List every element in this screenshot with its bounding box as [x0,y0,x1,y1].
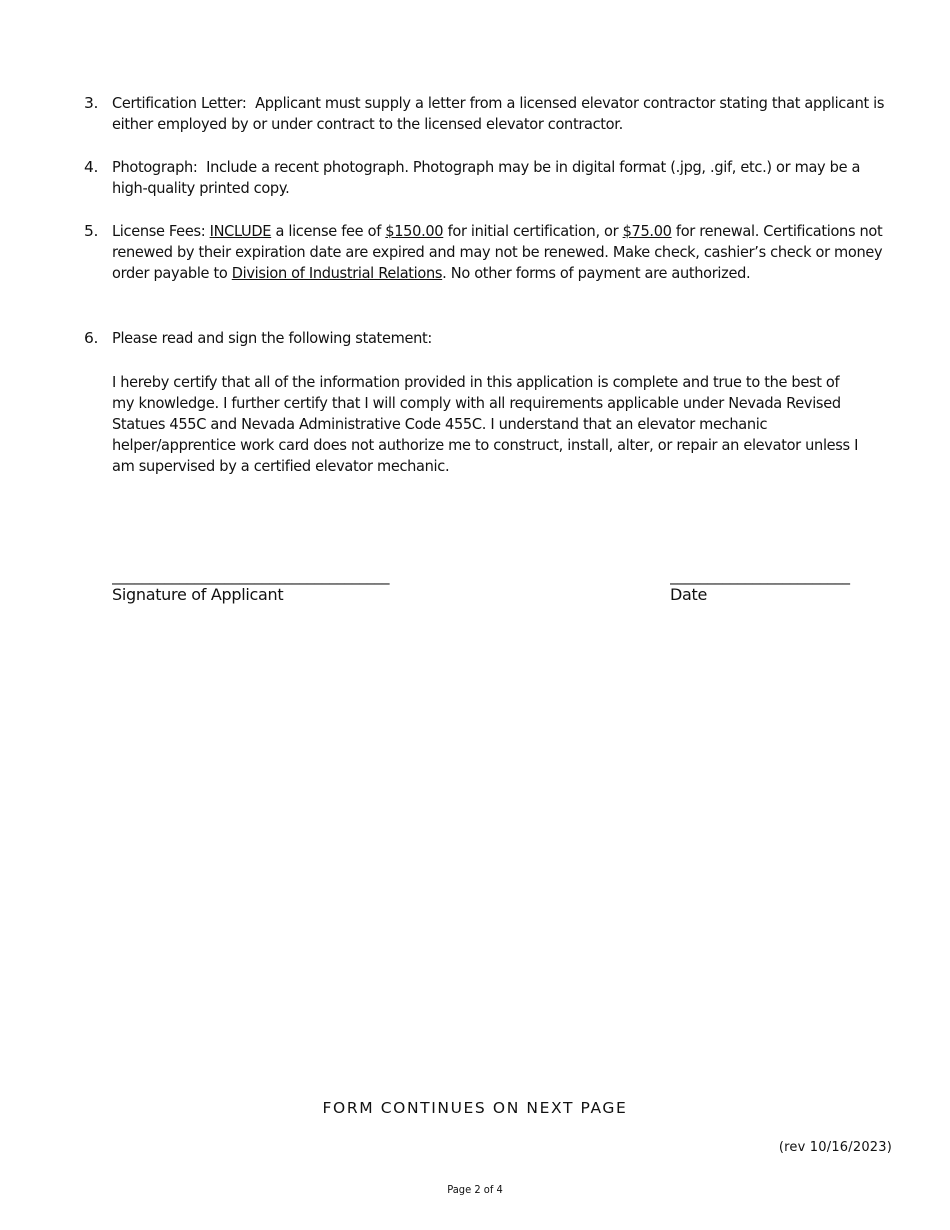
item-text: Please read and sign the following statement: [112,329,432,347]
signature-line[interactable]: _____________________________________ [112,567,390,585]
date-label: Date [670,585,708,604]
item-6-statement-instruction [84,328,894,349]
item-text: a license fee of [275,222,382,240]
item-text: for initial certification, or [447,222,619,240]
item-5-license-fees [84,221,894,284]
item-text: . No other forms of payment are authorized. [442,264,751,282]
payee-name: Division of Industrial Relations [231,264,443,282]
form-continues-notice: FORM CONTINUES ON NEXT PAGE [322,1099,628,1117]
item-text: for renewal. Certifications not renewed by their expiration date are expired and may not be renewed. Make check, cashier’s check or money order payable to [112,222,883,282]
date-line[interactable]: ________________________ [670,567,850,585]
item-label: Certification Letter: [112,94,247,112]
item-text: Include a recent photograph. Photograph may be in digital format (.jpg, .gif, etc.) or may be a high-quality printed copy. [112,158,861,197]
include-emphasis: INCLUDE [209,222,272,240]
item-number: 4. [84,158,99,176]
certification-statement: I hereby certify that all of the information provided in this application is complete and true to the best of my knowledge. I further certify that I will comply with all requirements applicable under Nevada Revised Statues 455C and Nevada Administrative Code 455C. I understand that an elevator mechanic helper/apprentice work card does not authorize me to construct, install, alter, or repair an elevator unless I am supervised by a certified elevator mechanic. [112,373,859,475]
item-number: 6. [84,329,99,347]
item-label: Photograph: [112,158,198,176]
item-3-certification-letter [84,93,894,135]
fee-initial: $150.00 [385,222,444,240]
fee-renewal: $75.00 [622,222,672,240]
page-number: Page 2 of 4 [447,1183,503,1196]
item-4-photograph [84,157,894,199]
item-text: Applicant must supply a letter from a licensed elevator contractor stating that applicant is either employed by or under contract to the licensed elevator contractor. [112,94,885,133]
item-number: 5. [84,222,99,240]
item-number: 3. [84,94,99,112]
signature-label: Signature of Applicant [112,585,284,604]
item-label: License Fees: [112,222,206,240]
revision-date: (rev 10/16/2023) [778,1140,892,1155]
